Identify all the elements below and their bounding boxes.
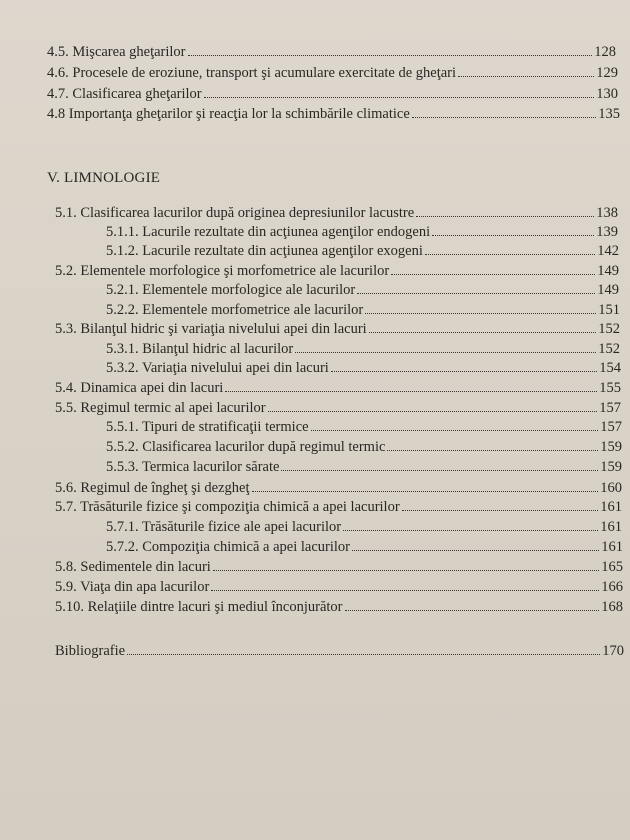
toc-entry-5-7-2 (106, 539, 623, 555)
toc-page: 130 (596, 86, 618, 102)
toc-page: 170 (602, 643, 624, 659)
toc-page: 168 (601, 599, 623, 615)
leader-dots (225, 391, 597, 392)
toc-page: 135 (598, 106, 620, 122)
toc-label: 5.2. Elementele morfologice şi morfometrice ale lacurilor (55, 263, 390, 279)
leader-dots (268, 411, 598, 412)
toc-page: 139 (596, 224, 618, 240)
leader-dots (402, 510, 599, 511)
toc-page: 161 (601, 539, 623, 555)
toc-label: 5.10. Relaţiile dintre lacuri şi mediul înconjurător (55, 599, 343, 615)
toc-label: Bibliografie (55, 643, 126, 659)
toc-label: 5.5. Regimul termic al apei lacurilor (55, 400, 266, 416)
toc-label: 5.5.3. Termica lacurilor sărate (106, 459, 280, 475)
toc-entry-5-5 (55, 400, 621, 416)
toc-entry-5-6 (55, 480, 622, 496)
toc-entry-5-5-2 (106, 439, 622, 455)
leader-dots (311, 430, 599, 431)
toc-label: 5.8. Sedimentele din lacuri (55, 559, 211, 575)
toc-label: 4.5. Mişcarea gheţarilor (47, 44, 186, 60)
leader-dots (412, 117, 596, 118)
toc-entry-5-1-1 (106, 224, 618, 240)
toc-label: 4.8 Importanţa gheţarilor şi reacţia lor la schimbările climatice (47, 106, 410, 122)
toc-entry-5-2-2 (106, 302, 620, 318)
leader-dots (188, 55, 593, 56)
leader-dots (369, 332, 597, 333)
toc-label: 5.3.2. Variaţia nivelului apei din lacuri (106, 360, 329, 376)
toc-page: 154 (599, 360, 621, 376)
toc-page: 152 (598, 321, 620, 337)
toc-entry-5-4 (55, 380, 621, 396)
toc-page: 157 (599, 400, 621, 416)
toc-page: 161 (600, 499, 622, 515)
toc-entry-4-8 (47, 106, 620, 122)
toc-label: 5.2.1. Elementele morfologice ale lacurilor (106, 282, 356, 298)
toc-label: 5.7. Trăsăturile fizice şi compoziţia chimică a apei lacurilor (55, 499, 400, 515)
toc-entry-5-2 (55, 263, 619, 279)
leader-dots (204, 97, 595, 98)
toc-label: 5.2.2. Elementele morfometrice ale lacurilor (106, 302, 364, 318)
toc-entry-5-7-1 (106, 519, 622, 535)
toc-label: 5.1.1. Lacurile rezultate din acţiunea agenţilor endogeni (106, 224, 431, 240)
toc-label: 5.4. Dinamica apei din lacuri (55, 380, 224, 396)
toc-page: 129 (596, 65, 618, 81)
toc-page: 159 (600, 439, 622, 455)
toc-label: 5.6. Regimul de îngheţ şi dezgheţ (55, 480, 250, 496)
toc-page: 159 (600, 459, 622, 475)
leader-dots (391, 274, 595, 275)
toc-label: 5.9. Viaţa din apa lacurilor (55, 579, 210, 595)
leader-dots (281, 470, 598, 471)
leader-dots (331, 371, 597, 372)
leader-dots (416, 216, 594, 217)
leader-dots (345, 610, 600, 611)
toc-entry-5-9 (55, 579, 623, 595)
leader-dots (425, 254, 595, 255)
toc-entry-5-5-1 (106, 419, 622, 435)
toc-label: 5.5.2. Clasificarea lacurilor după regimul termic (106, 439, 386, 455)
toc-page: 165 (601, 559, 623, 575)
toc-entry-4-7 (47, 86, 618, 102)
leader-dots (252, 491, 599, 492)
toc-entry-5-8 (55, 559, 623, 575)
leader-dots (458, 76, 594, 77)
toc-label: 5.3. Bilanţul hidric şi variaţia nivelului apei din lacuri (55, 321, 367, 337)
toc-page: 142 (597, 243, 619, 259)
leader-dots (211, 590, 599, 591)
toc-entry-4-5 (47, 44, 616, 60)
toc-page: 152 (598, 341, 620, 357)
toc-label: 5.7.1. Trăsăturile fizice ale apei lacurilor (106, 519, 342, 535)
toc-entry-5-3 (55, 321, 620, 337)
toc-page: 128 (594, 44, 616, 60)
toc-label: 5.1. Clasificarea lacurilor după originea depresiunilor lacustre (55, 205, 415, 221)
toc-entry-4-6 (47, 65, 618, 81)
leader-dots (295, 352, 596, 353)
leader-dots (432, 235, 594, 236)
toc-label: 5.1.2. Lacurile rezultate din acţiunea agenţilor exogeni (106, 243, 423, 259)
toc-entry-5-3-1 (106, 341, 620, 357)
toc-page: 151 (598, 302, 620, 318)
toc-page: 149 (597, 263, 619, 279)
toc-page: 155 (599, 380, 621, 396)
toc-page: 138 (596, 205, 618, 221)
toc-entry-5-3-2 (106, 360, 621, 376)
toc-entry-5-1-2 (106, 243, 619, 259)
toc-entry-5-1 (55, 205, 618, 221)
toc-entry-5-5-3 (106, 459, 622, 475)
leader-dots (365, 313, 596, 314)
toc-page: 157 (600, 419, 622, 435)
toc-entry-5-7 (55, 499, 622, 515)
leader-dots (343, 530, 598, 531)
toc-label: 5.5.1. Tipuri de stratificaţii termice (106, 419, 309, 435)
leader-dots (127, 654, 600, 655)
leader-dots (213, 570, 599, 571)
leader-dots (352, 550, 599, 551)
toc-page: 166 (601, 579, 623, 595)
toc-page: 161 (600, 519, 622, 535)
toc-entry-bibliography (55, 643, 624, 659)
toc-entry-5-2-1 (106, 282, 619, 298)
toc-page: 149 (597, 282, 619, 298)
chapter-title: V. LIMNOLOGIE (47, 170, 161, 186)
toc-label: 5.7.2. Compoziţia chimică a apei lacurilor (106, 539, 351, 555)
toc-entry-5-10 (55, 599, 623, 615)
toc-label: 4.6. Procesele de eroziune, transport şi acumulare exercitate de gheţari (47, 65, 457, 81)
toc-page: 160 (600, 480, 622, 496)
leader-dots (387, 450, 598, 451)
toc-label: 4.7. Clasificarea gheţarilor (47, 86, 202, 102)
leader-dots (357, 293, 595, 294)
toc-label: 5.3.1. Bilanţul hidric al lacurilor (106, 341, 294, 357)
